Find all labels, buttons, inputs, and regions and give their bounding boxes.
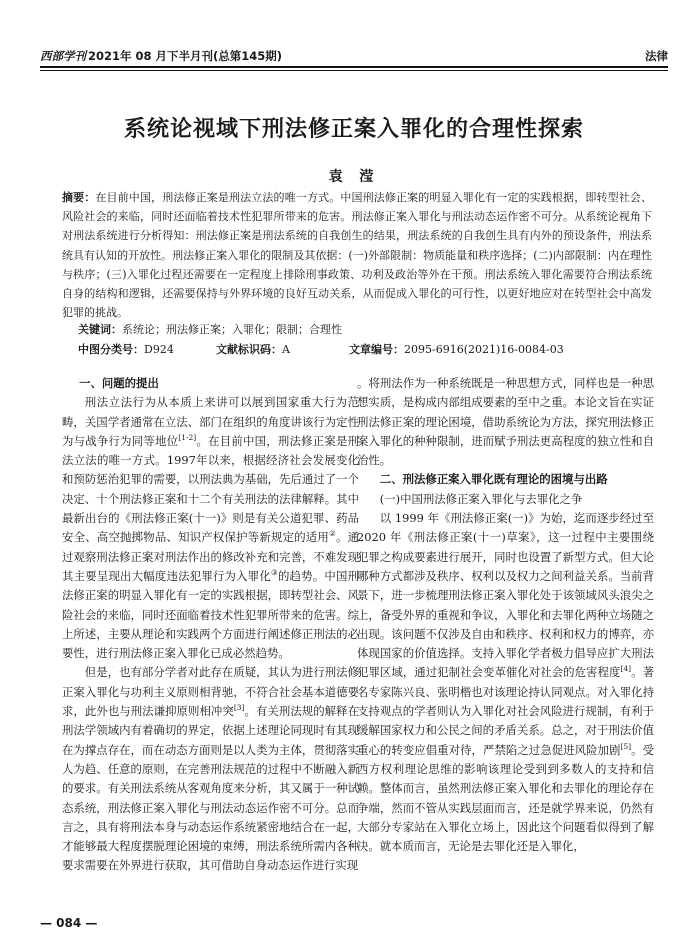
doc-code-value: A	[282, 343, 290, 356]
paragraph-text: 刑法立法行为从本质上来讲可以展到国家重大行为范畴，关国学者通常在立法、部门在组织的角度讲该行为定性为与战争行为同等地位	[62, 395, 359, 448]
subsection-heading: (一)中国刑法修正案入罪化与去罪化之争	[379, 491, 583, 506]
running-header	[40, 44, 668, 67]
paragraph-text: 。著名专家陈兴良、张明楷也对该理论持认同观点。对入罪化持支持观点的学者则认为入罪化对社会风险进行规制，有利于缓解国家权力和公民之间的矛盾关系。总之，对于刑法价值重心的转变应倡重对待，严禁陷之过急促进风险加剧	[357, 665, 654, 757]
paragraph-text: 。受西方权利理论思维的影响该理论受到到多数人的支持和信赖。整体而言，虽然刑法修正案入罪化和去罪化的理论存在争端，然而不管从实践层面而言，还是就学界来说，仍然有大部分专家站在入罪化立场上，因此这个问题看似得到了解决。就本质而言，无论是去罪化还是入罪化，	[357, 742, 654, 854]
journal-info	[40, 48, 282, 64]
paragraph-text: 。在目前中国，刑法修正案是刑法立法的唯一方式。1997年以来，根据经济社会发展变化和预防惩治犯罪的需要，以刑法典为基础，先后通过了一个决定、十个刑法修正案和十二个有关刑法的法律解释。其中最新出台的《刑法修正案(十一)》则是有关公道犯罪、药品安全、高空抛掷物品、知识产权保护等新规定的适用	[62, 433, 359, 545]
abstract-label: 摘要：	[62, 191, 96, 204]
citation-ref: [3]	[233, 703, 245, 713]
keywords-text: 系统论；刑法修正案；入罪化；限制；合理性	[122, 323, 342, 336]
body-paragraph	[62, 663, 359, 875]
article-title: 系统论视域下刑法修正案入罪化的合理性探索	[123, 117, 584, 142]
paragraph-text: 但是，也有部分学者对此存在质疑，其认为进行刑法修正案入罪化与功利主义原则相背驰，不符合社会基本道德要求，此外也与刑法谦抑原则相冲突	[62, 665, 359, 719]
abstract	[62, 188, 652, 322]
article-no-value: 2095-6916(2021)16-0084-03	[404, 343, 564, 356]
doc-code-field	[216, 342, 349, 358]
journal-brand: 西部学刊	[40, 49, 86, 63]
section-label: 法律	[645, 49, 668, 63]
body-paragraph-continued: 。将刑法作为一种系统既是一种思想方式，同样也是一种思想实质，是构成内部组成要素的至中之重。本论文旨在实证刑法修正案的理论困境，借助系统论为方法，探究刑法修正案入罪化的种种限制，进而赋予刑法更高程度的独立性和自治性。	[357, 376, 654, 468]
body-paragraph	[357, 509, 654, 856]
paragraph-text: 。通过观察刑法修正案对刑法作出的修改补充和完善，不难发现其主要呈现出大幅度违法犯罪行为入罪化	[62, 530, 359, 583]
paragraph-text: 的趋势。中国刑法修正案的明显入罪化有一定的实践根据，即转型社会、风险社会的来临，同时还面临着技术性犯罪所带来的危害。综上所述，主要从理论和实践两个方面进行阐述修正刑法的必要性，进行刑法修正案入罪化已成必然趋势。	[62, 568, 359, 661]
doc-code-label: 文献标识码：	[216, 343, 282, 356]
abstract-text: 在目前中国，刑法修正案是刑法立法的唯一方式。中国刑法修正案的明显入罪化有一定的实践根据，即转型社会、风险社会的来临，同时还面临着技术性犯罪所带来的危害。刑法修正案入罪化与刑法动态运作密不可分。从系统论视角下对刑法系统进行分析得知：刑法修正案是刑法系统的自我创生的结果，刑法系统的自我创生具有内外的预设条件，刑法系统具有认知的开放性。刑法修正案入罪化的限制及其依据：(一)外部限制：物质能量和秩序选择；(二)内部限制：内在理性与秩序；(三)入罪化过程还需要在一定程度上排除刑事政策、功利及政治等外在干预。刑法系统入罪化需要符合刑法系统自身的结构和逻辑，还需要保持与外界环境的良好互动关系，从而促成入罪化的可行性，以更好地应对在转型社会中高发犯罪的挑战。	[62, 191, 652, 320]
article-no-field	[349, 342, 564, 358]
citation-ref: [4]	[620, 664, 632, 674]
clc-value: D924	[144, 343, 174, 356]
keywords	[78, 322, 652, 338]
header-rule-thin	[40, 70, 668, 71]
clc-field	[78, 342, 216, 358]
header-rule-thick	[40, 66, 668, 68]
page-number: — 084 —	[40, 916, 98, 930]
author-name: 袁 滢	[328, 169, 380, 185]
keywords-label: 关键词：	[78, 323, 122, 336]
citation-ref: [5]	[620, 741, 632, 751]
section-heading: 二、刑法修正案入罪化既有理论的困境与出路	[379, 472, 608, 487]
clc-label: 中图分类号：	[78, 343, 144, 356]
body-column-left	[62, 374, 359, 876]
paragraph-text: 以 1999 年《刑法修正案(一)》为始，迄而逐步经过至 2020 年《刑法修正案(十一)草案》，这一过程中主要围绕犯罪之构成要素进行展开，同时也设置了新型方式。但大论哪种方式都涉及秩序、权利以及权力之间利益关系。当前背景下，进一步梳理刑法修正案入罪化处于该领域风头浪尖之上，备受外界的重视和争议，入罪化和去罪化两种立场随之出现。该问题不仅涉及自由和秩序、权利和权力的博弈，亦体现国家的价值选择。支持入罪化学者极力倡导应扩大刑法犯罪区域，通过犯制社会变革催化对社会的危害程度	[357, 511, 654, 680]
section-heading: 一、问题的提出	[79, 376, 159, 390]
citation-ref: ③	[270, 568, 278, 578]
article-no-label: 文章编号：	[349, 343, 404, 356]
body-paragraph	[62, 393, 359, 663]
citation-ref: [1-2]	[178, 433, 197, 443]
journal-issue: 2021年 08 月下半月刊(总第145期)	[88, 49, 283, 63]
article-meta	[78, 342, 652, 358]
citation-ref: ②	[329, 529, 336, 539]
body-column-right	[357, 374, 654, 856]
paragraph-text: 。有关刑法规的解释在刑法学领域内有着确切的界定，依据上述理论同现时有其现在为撑点存在，而在动态方面则是以人类为主体，贯彻落实人为趋、任意的原则，在完善刑法规范的过程中不断融入新的要求。有关刑法系统从客观角度来分析，其又属于一种试态系统，刑法修正案入罪化与刑法动态运作密不可分。总而言之，具有将刑法本身与动态运作系统紧密地结合在一起，才能够最大程度摆脱理论困境的束缚，刑法系统所需内各种要求需要在外界进行获取，其可借助自身动态运作进行实现	[62, 704, 359, 873]
